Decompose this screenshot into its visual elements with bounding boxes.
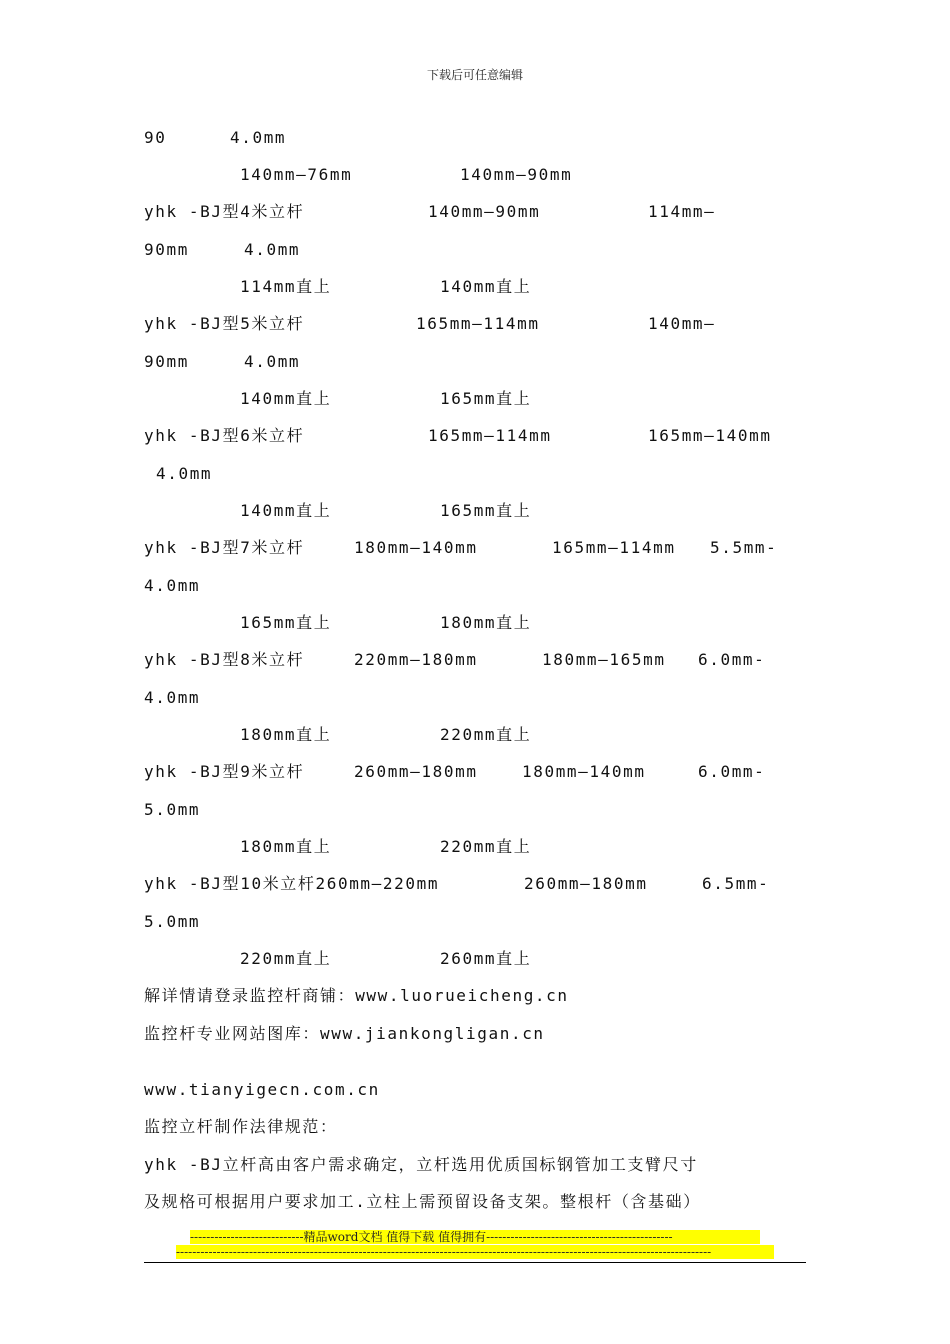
text-row-5-segment-0: yhk -BJ型5米立杆 [144, 314, 305, 333]
text-row-10-segment-1: 165mm直上 [440, 501, 532, 520]
text-row-1-segment-0: 140mm—76mm [240, 165, 353, 184]
text-row-0-segment-1: 4.0mm [230, 128, 287, 147]
text-row-2-segment-0: yhk -BJ型4米立杆 [144, 202, 305, 221]
text-row-22-segment-1: 260mm直上 [440, 949, 532, 968]
text-row-12-segment-0: 4.0mm [144, 576, 201, 595]
text-row-28-segment-0: 及规格可根据用户要求加工.立柱上需预留设备支架。整根杆（含基础） [144, 1192, 701, 1211]
text-row-4-segment-0: 114mm直上 [240, 277, 332, 296]
text-row-6-segment-0: 90mm [144, 352, 189, 371]
text-row-23-segment-0: 解详情请登录监控杆商铺：www.luorueicheng.cn [144, 986, 569, 1005]
text-row-16-segment-1: 220mm直上 [440, 725, 532, 744]
text-row-20-segment-2: 6.5mm- [702, 874, 770, 893]
text-row-26-segment-0: 监控立杆制作法律规范： [144, 1117, 338, 1136]
text-row-9-segment-0: 4.0mm [156, 464, 213, 483]
text-row-17-segment-1: 260mm—180mm [354, 762, 478, 781]
text-row-19-segment-1: 220mm直上 [440, 837, 532, 856]
text-row-1-segment-1: 140mm—90mm [460, 165, 573, 184]
text-row-20-segment-1: 260mm—180mm [524, 874, 648, 893]
text-row-27-segment-0: yhk -BJ立杆高由客户需求确定，立杆选用优质国标钢管加工支臂尺寸 [144, 1155, 698, 1174]
text-row-21-segment-0: 5.0mm [144, 912, 201, 931]
text-row-5-segment-2: 140mm— [648, 314, 716, 333]
text-row-13-segment-0: 165mm直上 [240, 613, 332, 632]
text-row-0-segment-0: 90 [144, 128, 167, 147]
text-row-25-segment-0: www.tianyigecn.com.cn [144, 1080, 380, 1099]
text-row-6-segment-1: 4.0mm [244, 352, 301, 371]
text-row-2-segment-2: 114mm— [648, 202, 716, 221]
text-row-11-segment-2: 165mm—114mm [552, 538, 676, 557]
text-row-7-segment-1: 165mm直上 [440, 389, 532, 408]
text-row-4-segment-1: 140mm直上 [440, 277, 532, 296]
text-row-20-segment-0: yhk -BJ型10米立杆260mm—220mm [144, 874, 440, 893]
text-row-8-segment-0: yhk -BJ型6米立杆 [144, 426, 305, 445]
text-row-3-segment-1: 4.0mm [244, 240, 301, 259]
footer-divider [144, 1262, 806, 1263]
text-row-19-segment-0: 180mm直上 [240, 837, 332, 856]
text-row-15-segment-0: 4.0mm [144, 688, 201, 707]
text-row-14-segment-3: 6.0mm- [698, 650, 766, 669]
text-row-11-segment-1: 180mm—140mm [354, 538, 478, 557]
footer-banner-line-1: ----------------------------精品word文档 值得下载 值得拥有---------------------------------------------- [190, 1230, 760, 1244]
text-row-11-segment-0: yhk -BJ型7米立杆 [144, 538, 305, 557]
text-row-17-segment-3: 6.0mm- [698, 762, 766, 781]
text-row-24-segment-0: 监控杆专业网站图库：www.jiankongligan.cn [144, 1024, 545, 1043]
text-row-7-segment-0: 140mm直上 [240, 389, 332, 408]
text-row-18-segment-0: 5.0mm [144, 800, 201, 819]
text-row-3-segment-0: 90mm [144, 240, 189, 259]
text-row-8-segment-1: 165mm—114mm [428, 426, 552, 445]
text-row-16-segment-0: 180mm直上 [240, 725, 332, 744]
text-row-22-segment-0: 220mm直上 [240, 949, 332, 968]
text-row-5-segment-1: 165mm—114mm [416, 314, 540, 333]
text-row-14-segment-2: 180mm—165mm [542, 650, 666, 669]
page-header: 下载后可任意编辑 [426, 68, 523, 82]
text-row-8-segment-2: 165mm—140mm [648, 426, 772, 445]
footer-banner-line-2: ------------------------------------------------------------------------------------------------------------------------------------ [176, 1245, 774, 1259]
text-row-2-segment-1: 140mm—90mm [428, 202, 541, 221]
text-row-10-segment-0: 140mm直上 [240, 501, 332, 520]
text-row-17-segment-2: 180mm—140mm [522, 762, 646, 781]
text-row-14-segment-1: 220mm—180mm [354, 650, 478, 669]
text-row-11-segment-3: 5.5mm- [710, 538, 778, 557]
text-row-17-segment-0: yhk -BJ型9米立杆 [144, 762, 305, 781]
text-row-14-segment-0: yhk -BJ型8米立杆 [144, 650, 305, 669]
text-row-13-segment-1: 180mm直上 [440, 613, 532, 632]
